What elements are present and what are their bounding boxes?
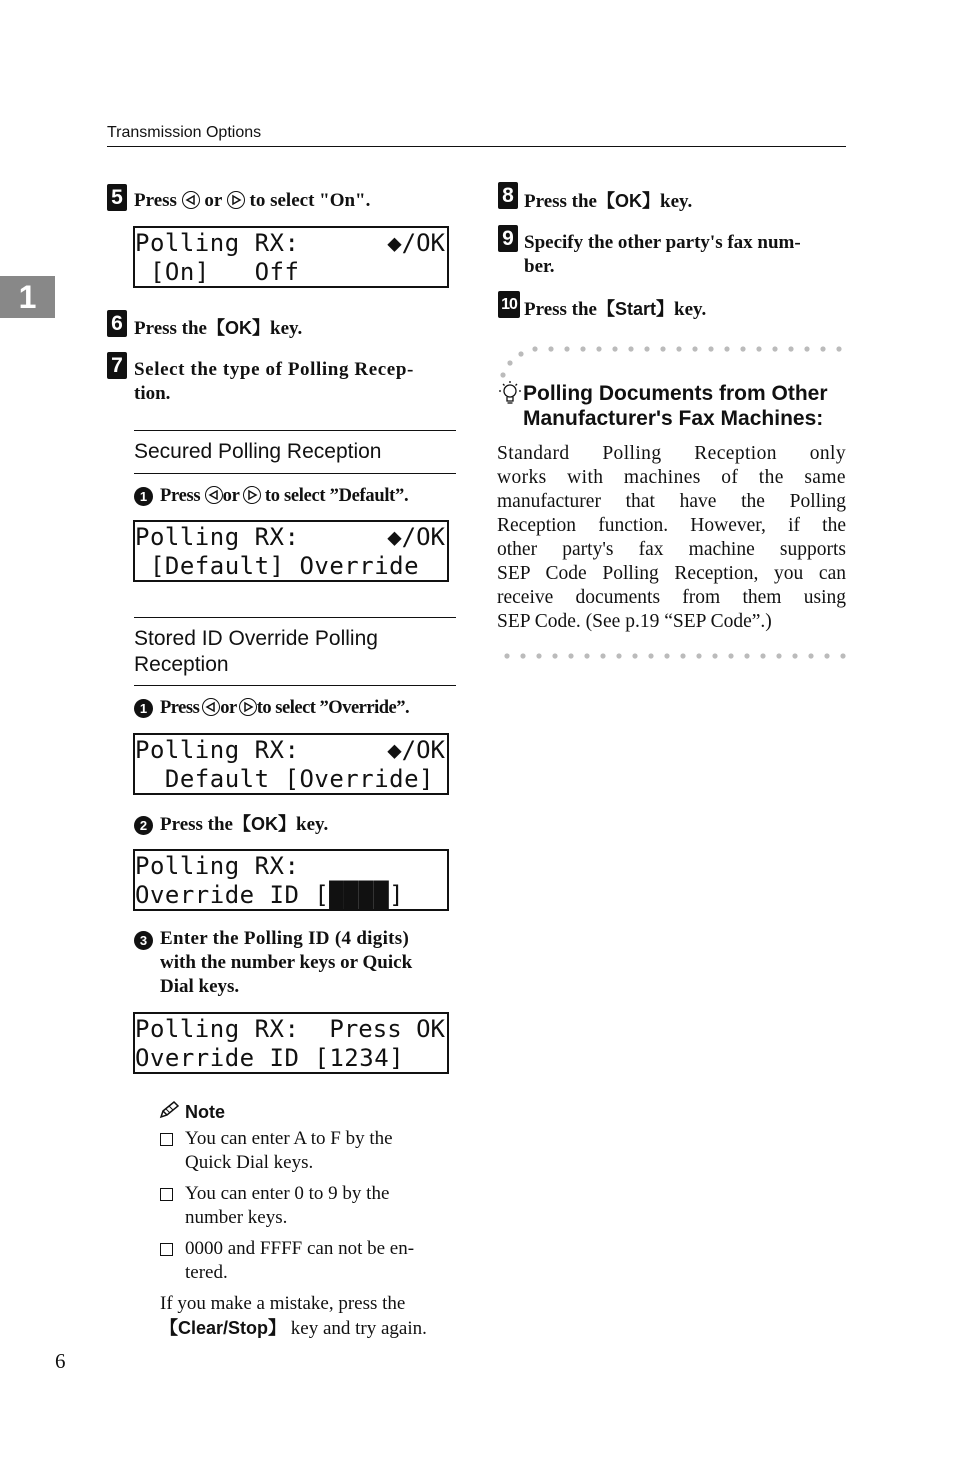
tip-title-line-2: Manufacturer's Fax Machines: [523,407,824,430]
checkbox-bullet-icon [160,1243,173,1256]
step-number-5: 5 [107,184,127,211]
lcd-line-1: Polling RX: [135,523,300,551]
step-number-7: 7 [107,352,127,379]
note-footer [160,1292,456,1341]
lcd-display-on-off [133,226,449,288]
sub-step-pre: Press [160,486,201,506]
lcd-line-2: Override ID [████] [135,881,405,909]
step-8-pre: Press the [524,191,597,212]
lcd-line-1: Polling RX: [135,736,300,764]
tip-body-line: works with machines of the same [497,467,846,488]
tip-body-line: receive documents from them using [497,587,846,608]
tip-body-line: Standard Polling Reception only [497,443,846,464]
step-5-text [134,189,370,213]
secured-sub-step-1 [160,484,408,508]
step-7-line-2: tion. [134,383,171,404]
section-title-line-2: Reception [134,653,229,676]
step-6-text [134,316,302,341]
note-heading [159,1100,225,1125]
lcd-line-2: Default [Override] [135,765,434,793]
sub-step-post: key. [296,814,329,835]
running-header: Transmission Options [107,124,262,141]
pencil-icon [159,1100,181,1125]
step-9-text [524,231,846,279]
sub-step-post: to select ”Override”. [256,698,410,718]
note-footer-line-2 [160,1316,456,1341]
right-arrow-key-icon [239,698,257,716]
lcd-line-1: Polling RX: [135,852,300,880]
sub-step-post: to select ”Default”. [264,486,409,506]
tip-body-line: SEP Code Polling Reception, you can [497,563,846,584]
step-7-text [134,358,456,406]
right-arrow-key-icon [227,191,245,209]
right-arrow-key-icon [243,486,261,504]
stored-sub-step-2 [160,812,328,837]
section-rule-bottom [134,685,456,686]
step-number-9: 9 [498,225,518,252]
lcd-display-default [133,520,449,582]
ok-key-label: 【OK】 [233,814,296,834]
lcd-arrow-ok-indicator: ◆/OK [387,523,445,551]
step-8-text [524,189,692,214]
sub-step-mid: or [220,698,237,718]
tip-body-line: Reception function. However, if the [497,515,846,536]
lcd-line-1: Polling RX: [135,1015,300,1043]
ok-key-label: 【OK】 [207,318,270,338]
note-item-line-2: Quick Dial keys. [185,1152,314,1173]
lcd-arrow-ok-indicator: ◆/OK [387,229,445,257]
left-arrow-key-icon [205,486,223,504]
step-10-pre: Press the [524,299,597,320]
step-number-8: 8 [498,182,518,209]
lightbulb-icon [498,380,522,411]
note-item-line-1: You can enter A to F by the [185,1128,393,1149]
lcd-line-2: [On] Off [135,258,300,286]
note-footer-line-1: If you make a mistake, press the [160,1293,406,1314]
lcd-press-ok-indicator: Press OK [329,1015,445,1043]
section-rule-bottom [134,473,456,474]
header-rule [107,146,846,147]
ok-key-label: 【OK】 [597,191,660,211]
section-rule-top [134,430,456,431]
note-item-line-1: You can enter 0 to 9 by the [185,1183,390,1204]
tip-body-line: other party's fax machine supports [497,539,846,560]
sub-step-3-line-3: Dial keys. [160,976,240,997]
section-title-line-1: Stored ID Override Polling [134,627,378,650]
tip-title-line-1: Polling Documents from Other [523,382,828,405]
tip-body [497,442,846,634]
sub-step-pre: Press [160,698,200,718]
sub-step-mid: or [222,486,240,506]
page-number: 6 [55,1349,66,1373]
tip-title [523,381,828,431]
tip-body-line: manufacturer that have the Polling [497,491,846,512]
step-6-post: key. [270,318,303,339]
section-title-stored [134,626,378,678]
left-arrow-key-icon [202,698,220,716]
lcd-arrow-ok-indicator: ◆/OK [387,736,445,764]
note-item-line-2: tered. [185,1262,228,1283]
note-footer-rest: key and try again. [290,1318,427,1339]
note-item-line-2: number keys. [185,1207,288,1228]
note-title: Note [185,1102,225,1122]
step-5-pre: Press [134,190,177,211]
lcd-display-override [133,733,449,795]
tip-body-line: SEP Code. (See p.19 “SEP Code”.) [497,611,772,632]
start-key-label: 【Start】 [597,299,675,319]
sub-step-bullet-1: 1 [134,699,153,718]
chapter-tab: 1 [0,276,55,318]
lcd-line-2: [Default] Override [135,552,420,580]
sub-step-bullet-1: 1 [134,487,153,506]
section-rule-top [134,617,456,618]
sub-step-pre: Press the [160,814,233,835]
step-6-pre: Press the [134,318,207,339]
sub-step-bullet-2: 2 [134,816,153,835]
tip-dotted-border-top [497,343,847,381]
section-title-secured: Secured Polling Reception [134,440,382,463]
checkbox-bullet-icon [160,1188,173,1201]
note-item [160,1182,456,1230]
step-9-line-2: ber. [524,256,555,277]
step-7-line-1: Select the type of Polling Recep- [134,359,414,380]
step-number-6: 6 [107,310,127,337]
note-item-line-1: 0000 and FFFF can not be en- [185,1238,415,1259]
step-10-post: key. [674,299,707,320]
left-arrow-key-icon [182,191,200,209]
step-10-text [524,297,706,322]
step-number-10: 10 [498,291,520,318]
checkbox-bullet-icon [160,1133,173,1146]
clear-stop-key-label: 【Clear/Stop】 [160,1318,287,1338]
lcd-display-override-id [133,849,449,911]
sub-step-3-line-1: Enter the Polling ID (4 digits) [160,928,410,949]
step-8-post: key. [660,191,693,212]
lcd-line-2: Override ID [1234] [135,1044,405,1072]
sub-step-3-line-2: with the number keys or Quick [160,952,413,973]
stored-sub-step-1 [160,696,409,720]
note-item [160,1237,456,1285]
sub-step-bullet-3: 3 [134,931,153,950]
step-5-post: to select "On". [249,190,371,211]
tip-dotted-border-bottom [497,650,847,662]
lcd-display-override-id-entered [133,1012,449,1074]
step-9-line-1: Specify the other party's fax num- [524,232,801,253]
step-5-mid: or [204,190,223,211]
lcd-line-1: Polling RX: [135,229,300,257]
stored-sub-step-3 [160,927,456,999]
note-item [160,1127,456,1175]
